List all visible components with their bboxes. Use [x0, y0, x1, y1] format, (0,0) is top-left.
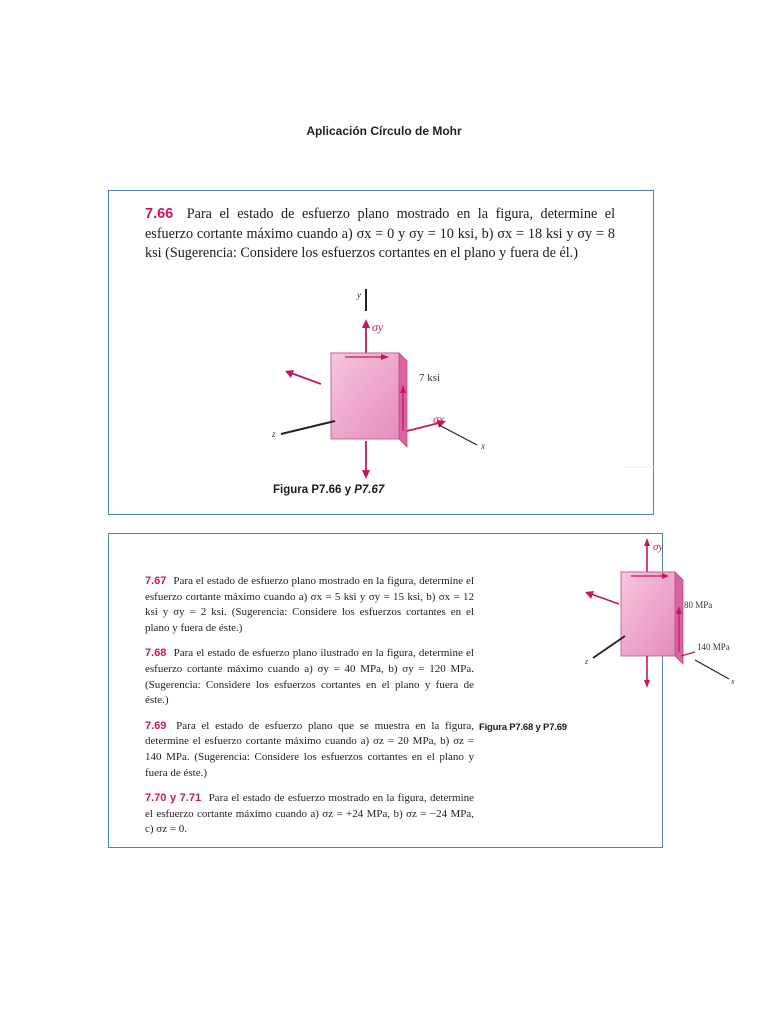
x-axis-label: x: [731, 677, 735, 686]
problem-box-7-67-to-7-71: [108, 533, 735, 848]
z-axis-label: z: [272, 429, 276, 439]
shear-label: 7 ksi: [419, 372, 441, 384]
element-front-face: [331, 353, 399, 439]
stress-element-figure-1: [109, 191, 655, 516]
z-axis-line: [593, 636, 625, 658]
x-axis-label: x: [481, 441, 485, 451]
element-front-face: [621, 572, 675, 656]
arrow-down-icon: [644, 680, 650, 688]
arrow-up-icon: [644, 538, 650, 546]
sigma-y-label: σy: [372, 320, 384, 334]
sigma-x-label: σx: [433, 412, 445, 426]
z-axis-label: z: [585, 657, 589, 666]
problem-list: [119, 574, 474, 848]
figure-caption-1: Figura P7.66 y P7.67: [273, 484, 385, 496]
figure-caption-2: Figura P7.68 y P7.69: [479, 722, 567, 733]
problem-7-70-7-71: 7.70 y 7.71 Para el estado de esfuerzo mostrado en la figura, determine el esfuerzo cortante máximo cuando a) σz = +24 MPa, b) σz = −24 MPa, c) σz = 0.: [145, 792, 475, 836]
sigma-y-label: σy: [653, 541, 664, 553]
problem-7-69: 7.69 Para el estado de esfuerzo plano que se muestra en la figura, determine el esfuerzo cortante máximo cuando a) σz = 20 MPa, b) σz = 140 MPa. (Sugerencia: Considere los esfuerzos cortantes en el plano y fuera de éste.): [145, 719, 474, 779]
x-axis-line: [439, 425, 477, 445]
page-title: Aplicación Círculo de Mohr: [306, 124, 462, 138]
stress-element-figure-2: [469, 534, 735, 719]
x-axis-line: [695, 660, 729, 679]
z-axis-line: [281, 421, 335, 434]
problem-7-68: 7.68 Para el estado de esfuerzo plano ilustrado en la figura, determine el esfuerzo cortante máximo cuando a) σy = 40 MPa, b) σy = 120 MPa. (Sugerencia: Considere los esfuerzos cortantes en el plano y fuera de éste.): [145, 647, 474, 707]
arrow-up-icon: [362, 319, 370, 328]
problem-text: Para el estado de esfuerzo plano mostrado en la figura, determine el esfuerzo cortante máximo cuando a) σx = 0 y σy = 10 ksi, b) σx = 18 ksi y σy = 8 ksi (Sugerencia: Considere los esfuerzos cortantes en el plano y fuera de él.): [145, 206, 616, 261]
y-axis-label: y: [357, 290, 361, 300]
label-140mpa: 140 MPa: [697, 642, 730, 652]
arrow-down-icon: [362, 470, 370, 479]
problem-box-7-66: [108, 190, 654, 515]
label-80mpa: 80 MPa: [684, 600, 713, 610]
problem-7-67: 7.67 Para el estado de esfuerzo plano mostrado en la figura, determine el esfuerzo cortante máximo cuando a) σx = 5 ksi y σy = 15 ksi, b) σx = 12 ksi y σy = 2 ksi. (Sugerencia: Considere los esfuerzos cortantes en el plano y fuera de éste.): [145, 575, 474, 634]
problem-number: 7.66: [145, 206, 174, 222]
